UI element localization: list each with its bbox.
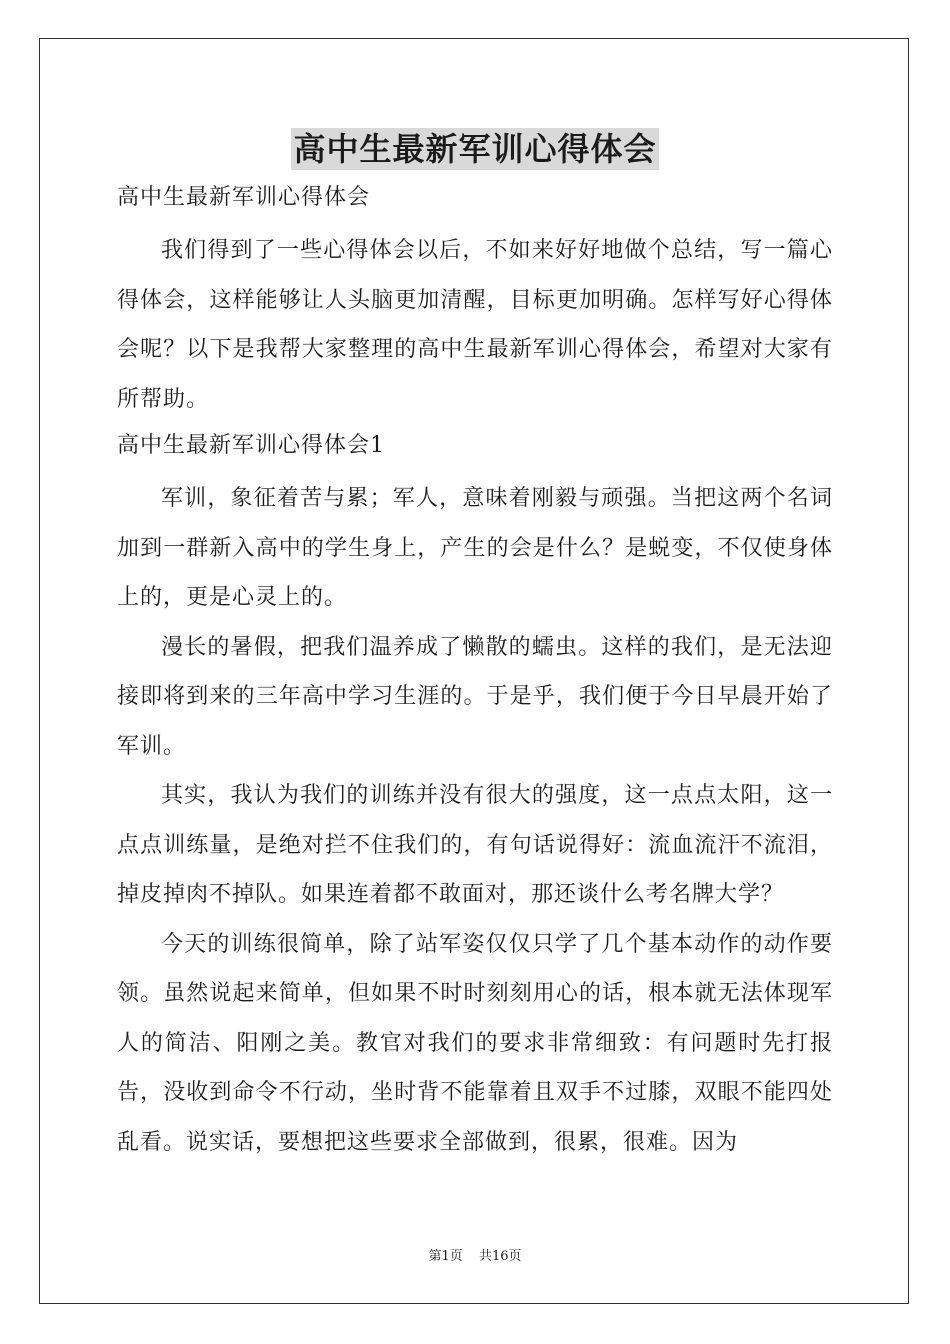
page-footer (0, 1245, 950, 1264)
page-total: 共16页 (478, 1249, 522, 1264)
section-heading: 高中生最新军训心得体会1 (117, 433, 385, 458)
document-subtitle: 高中生最新军训心得体会 (117, 185, 371, 210)
title-container (0, 128, 950, 170)
page-number: 第1页 (428, 1249, 463, 1264)
body-paragraph: 漫长的暑假，把我们温养成了懒散的蠕虫。这样的我们，是无法迎接即将到来的三年高中学习生涯的。于是乎，我们便于今日早晨开始了军训。 (117, 634, 833, 759)
body-paragraph: 其实，我认为我们的训练并没有很大的强度，这一点点太阳，这一点点训练量，是绝对拦不住我们的，有句话说得好：流血流汗不流泪，掉皮掉肉不掉队。如果连着都不敢面对，那还谈什么考名牌大学？ (117, 783, 833, 907)
document-body (117, 178, 833, 1167)
body-paragraph: 军训，象征着苦与累；军人，意味着刚毅与顽强。当把这两个名词加到一群新入高中的学生身上，产生的会是什么？是蜕变，不仅使身体上的，更是心灵上的。 (117, 486, 833, 610)
intro-paragraph: 我们得到了一些心得体会以后，不如来好好地做个总结，写一篇心得体会，这样能够让人头脑更加清醒，目标更加明确。怎样写好心得体会呢？以下是我帮大家整理的高中生最新军训心得体会，希望对大家有所帮助。 (117, 238, 833, 412)
document-title: 高中生最新军训心得体会 (293, 130, 657, 168)
body-paragraph: 今天的训练很简单，除了站军姿仅仅只学了几个基本动作的动作要领。虽然说起来简单，但如果不时时刻刻用心的话，根本就无法体现军人的简洁、阳刚之美。教官对我们的要求非常细致：有问题时先打报告，没收到命令不行动，坐时背不能靠着且双手不过膝，双眼不能四处乱看。说实话，要想把这些要求全部做到，很累，很难。因为 (117, 931, 833, 1155)
